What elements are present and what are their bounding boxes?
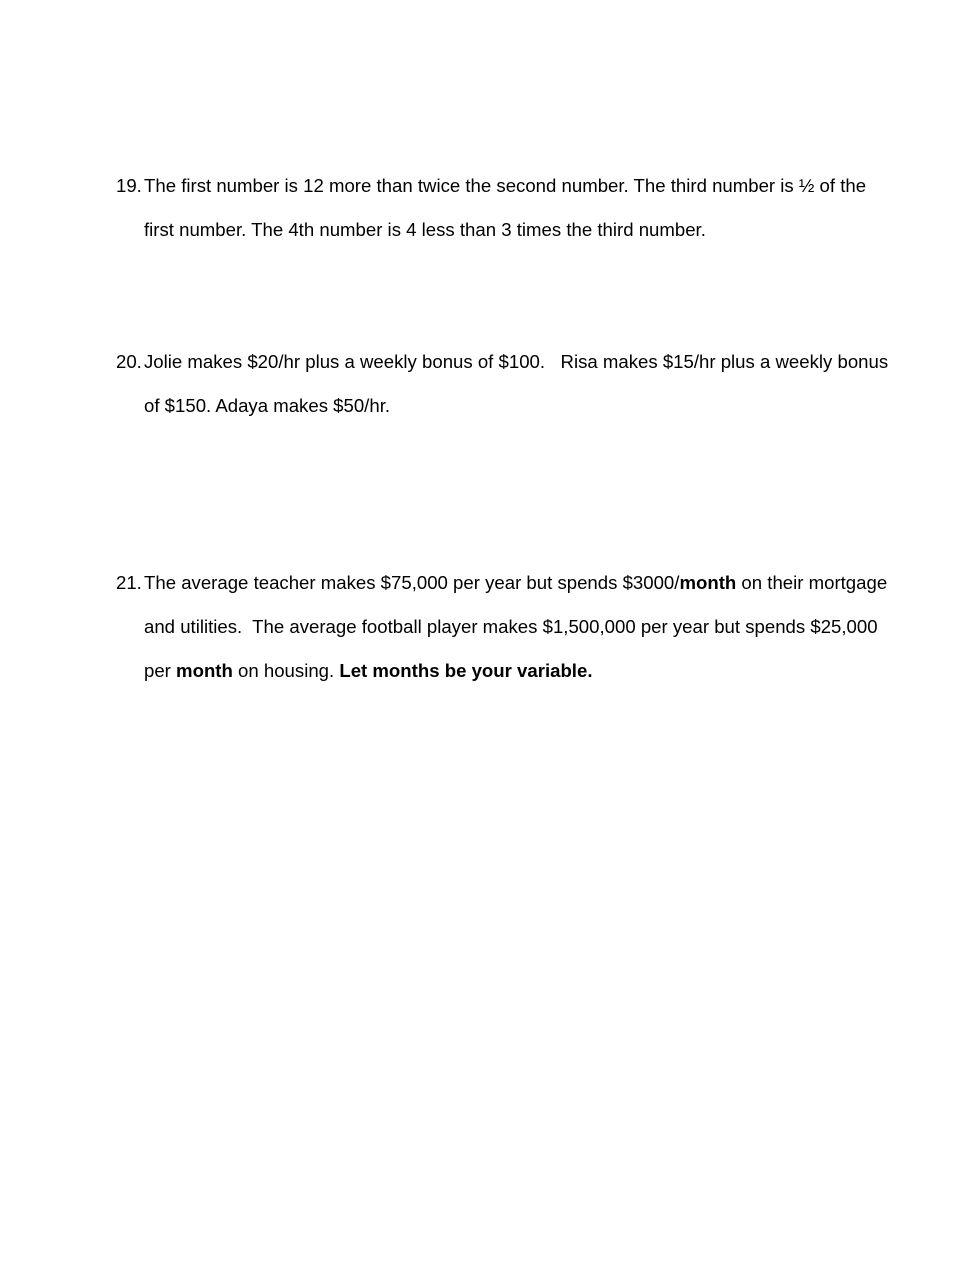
variable-instruction: Let months be your variable. <box>339 660 593 681</box>
problem-text <box>144 561 896 693</box>
problem-19 <box>116 164 896 252</box>
problem-text-segment: The first number is 12 more than twice the second number. The third number is ½ of the first number. The 4th number is 4 less than 3 times the third number. <box>144 175 872 240</box>
problem-text <box>144 164 896 252</box>
problem-text-segment: on their mortgage and utilities. The average football player makes $1,500,000 per year but spends $25,000 per <box>144 572 893 681</box>
problem-text-segment: The average teacher makes $75,000 per year but spends $3000/ <box>144 572 680 593</box>
problem-text <box>144 340 896 428</box>
bold-emphasis: month <box>679 572 737 593</box>
bold-emphasis: month <box>176 660 233 681</box>
problem-20 <box>116 340 896 428</box>
problem-number: 20. <box>116 351 142 372</box>
problem-number: 21. <box>116 572 142 593</box>
problem-number: 19. <box>116 175 142 196</box>
problem-text-segment: Jolie makes $20/hr plus a weekly bonus of $100. Risa makes $15/hr plus a weekly bonus of $150. Adaya makes $50/hr. <box>144 351 894 416</box>
problem-21 <box>116 561 896 693</box>
problem-text-segment: on housing. <box>232 660 340 681</box>
